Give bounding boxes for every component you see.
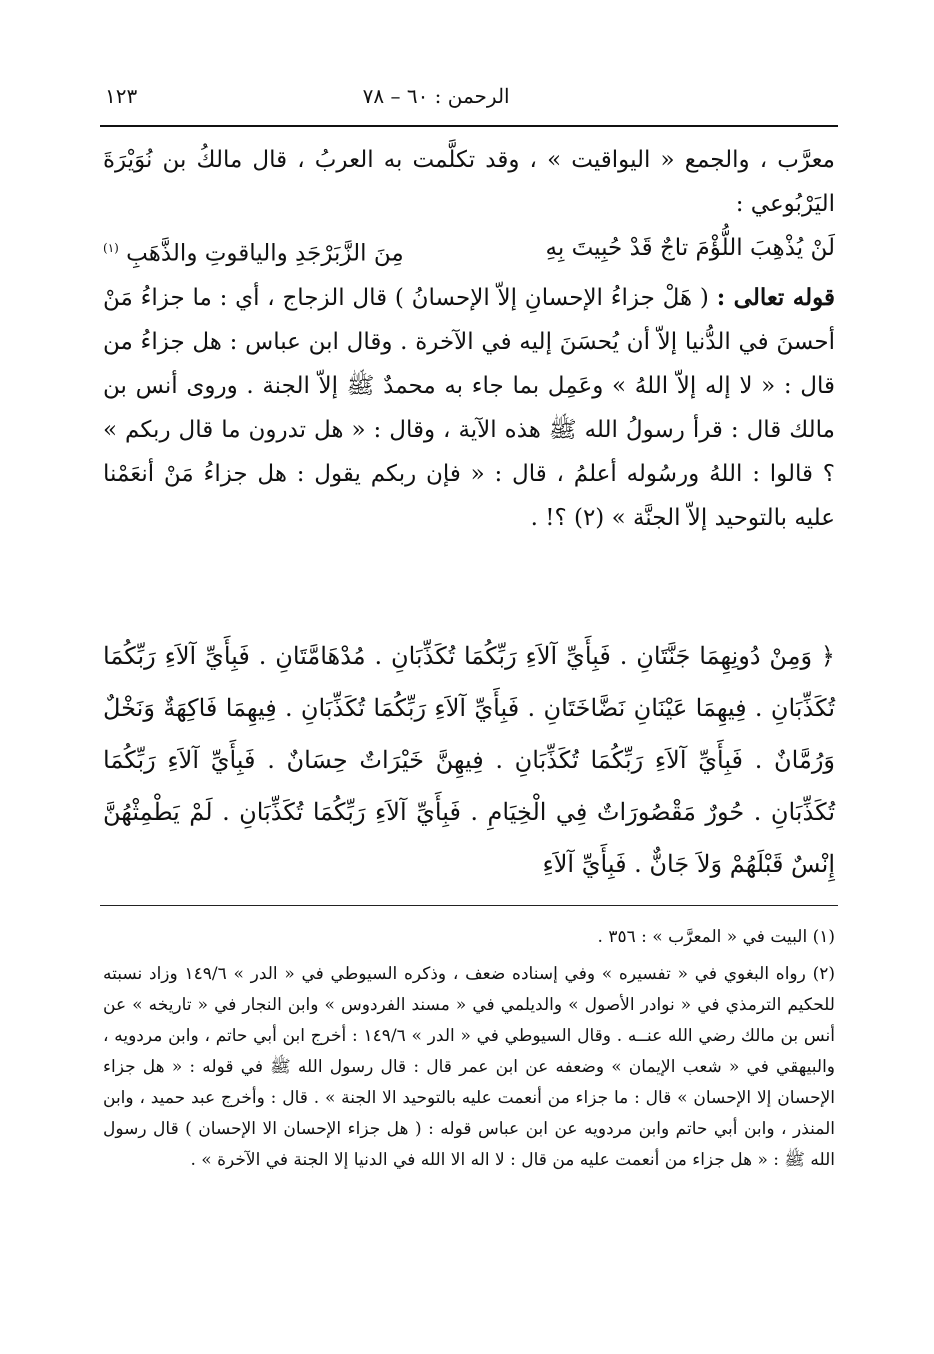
paragraph-commentary <box>103 276 835 540</box>
commentary-lead: قوله تعالى : <box>716 283 836 311</box>
page-header <box>105 78 835 114</box>
main-text <box>103 138 835 540</box>
verse-second-text: مِنَ الزَّبَرْجَدِ والياقوتِ والذَّهَبِ <box>126 240 404 267</box>
page-number: ١٢٣ <box>105 84 138 108</box>
header-rule <box>100 125 838 127</box>
footnote-1: (١) البيت في « المعرَّب » : ٣٥٦ . <box>597 927 835 947</box>
commentary-text: ( هَلْ جزاءُ الإحسانِ إلاّ الإحسانُ ) قال الزجاج ، أي : ما جزاءُ مَنْ أحسنَ في الدُّنيا إلاّ أن يُحسَنَ إليه في الآخرة . وقال ابن عباس : هل جزاءُ من قال : « لا إله إلاّ اللهُ » وعَمِل بما جاء به محمدٌ ﷺ إلاّ الجنة . وروى أنس بن مالك قال : قرأ رسولُ الله ﷺ هذه الآية ، وقال : « هل تدرون ما قال ربكم » ؟ قالوا : اللهُ ورسُوله أعلمُ ، قال : « فإن ربكم يقول : هل جزاءُ مَنْ أنعَمْنا عليه بالتوحيد إلاّ الجنَّة » (٢) ؟! . <box>103 284 835 531</box>
poetry-verse <box>103 226 835 276</box>
verse-second-hemistich <box>103 226 404 276</box>
quran-verses: ﴿ وَمِنْ دُونِهِمَا جَنَّتَانِ . فَبِأَيِّ آلاَءِ رَبِّكُمَا تُكَذِّبَانِ . مُدْهَامَّتَانِ . فَبِأَيِّ آلاَءِ رَبِّكُمَا تُكَذِّبَانِ . فِيهِمَا عَيْنَانِ نَضَّاخَتَانِ . فَبِأَيِّ آلاَءِ رَبِّكُمَا تُكَذِّبَانِ . فِيهِمَا فَاكِهَةٌ وَنَخْلٌ وَرُمَّانٌ . فَبِأَيِّ آلاَءِ رَبِّكُمَا تُكَذِّبَانِ . فِيهِنَّ خَيْرَاتٌ حِسَانٌ . فَبِأَيِّ آلاَءِ رَبِّكُمَا تُكَذِّبَانِ . حُورٌ مَقْصُورَاتٌ فِي الْخِيَامِ . فَبِأَيِّ آلاَءِ رَبِّكُمَا تُكَذِّبَانِ . لَمْ يَطْمِثْهُنَّ إِنْسٌ قَبْلَهُمْ وَلاَ جَانٌّ . فَبِأَيِّ آلاَءِ <box>103 642 835 878</box>
verse-first-hemistich: لَنْ يُذْهِبَ اللُّؤْمَ تاجٌ قَدْ حُبِيتَ بِهِ <box>545 235 835 261</box>
footnote-marker-1: (١) <box>103 241 119 255</box>
paragraph-yawaqit: معرَّب ، والجمع « اليواقيت » ، وقد تكلَّمت به العربُ ، قال مالكُ بن نُوَيْرَةَ اليَرْبُوعي : <box>103 147 835 217</box>
footnotes <box>103 922 835 1176</box>
running-title: الرحمن : ٦٠ – ٧٨ <box>362 84 510 108</box>
footnote-rule <box>100 905 838 906</box>
footnote-2: (٢) رواه البغوي في « تفسيره » وفي إسناده ضعف ، وذكره السيوطي في « الدر » ١٤٩/٦ وزاد نسبته للحكيم الترمذي في « نوادر الأصول » والديلمي في « مسند الفردوس » وابن النجار في « تاريخه » عن أنس بن مالك رضي الله عنــه . وقال السيوطي في « الدر » ١٤٩/٦ : أخرج ابن أبي حاتم ، وابن مردويه ، والبيهقي في « شعب الإيمان » وضعفه عن ابن عمر قال : قال رسول الله ﷺ في قوله : « هل جزاء الإحسان إلا الإحسان » قال : ما جزاء من أنعمت عليه بالتوحيد الا الجنة » . قال : وأخرج عبد حميد ، وابن المنذر ، وابن أبي حاتم وابن مردويه عن ابن عباس قوله : ( هل جزاء الإحسان الا الإحسان ) قال رسول الله ﷺ : « هل جزاء من أنعمت عليه من قال : لا اله الا الله في الدنيا إلا الجنة في الآخرة » . <box>103 964 836 1170</box>
